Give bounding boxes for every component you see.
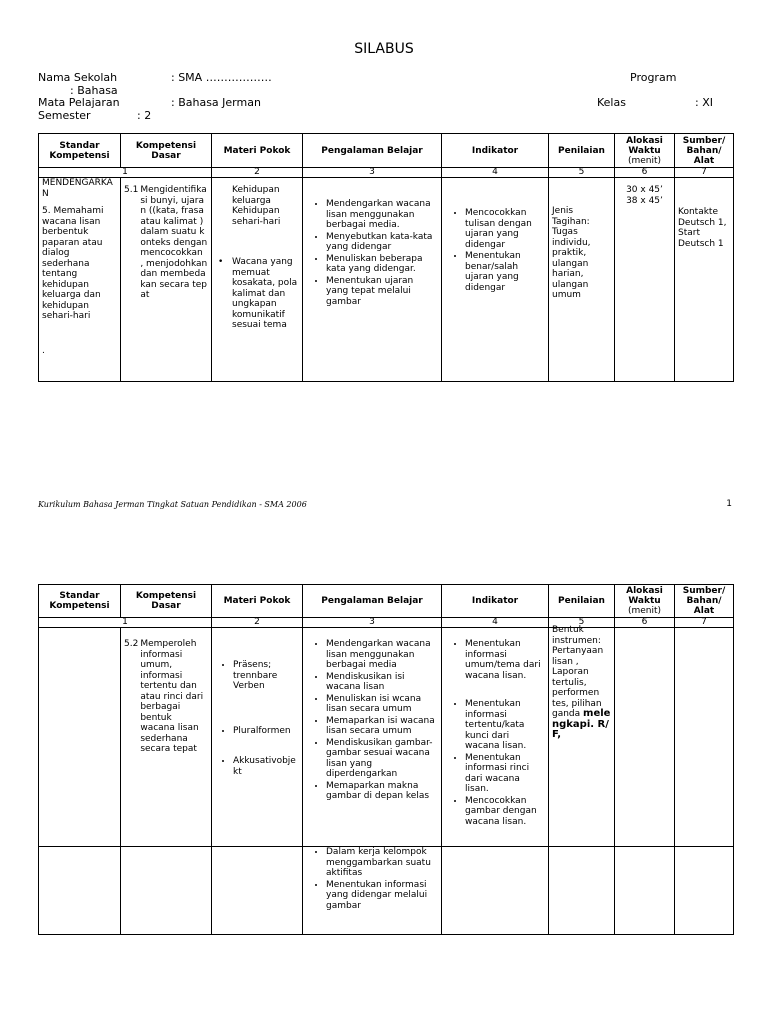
indikator-list xyxy=(445,208,545,293)
column-number: 7 xyxy=(675,618,734,628)
school-value: : SMA ……………… xyxy=(171,71,272,84)
materi-item: Kehidupan keluarga Kehidupan sehari-hari xyxy=(232,185,281,227)
sk-heading: MENDENGARKAN xyxy=(42,178,113,199)
cell-standar xyxy=(39,628,121,847)
list-item: • Mendiskusikan gambar-gambar sesuai wacana lisan yang diperdengarkan xyxy=(326,738,438,780)
penilaian-text: Bentuk instrumen: Pertanyaan lisan , Laporan tertulis, performen tes, pilihan ganda xyxy=(552,625,604,719)
cell-penilaian xyxy=(549,625,615,847)
column-number: 6 xyxy=(615,618,675,628)
list-item: • Menentukan informasi tertentu/kata kunci dari wacana lisan. xyxy=(465,699,545,752)
waktu-value: 38 x 45’ xyxy=(626,195,663,206)
table-row xyxy=(39,847,734,935)
column-header-kompetensi: Kompetensi Dasar xyxy=(121,585,212,618)
list-item: • Menuliskan beberapa kata yang didengar. xyxy=(326,254,438,275)
materi-item: • Wacana yang memuat kosakata, pola kalimat dan ungkapan komunikatif sesuai tema xyxy=(218,257,298,330)
indikator-list xyxy=(445,639,545,827)
list-item: • Pluralformen xyxy=(233,726,299,737)
cell-kompetensi xyxy=(121,847,212,935)
materi-text: Wacana yang memuat kosakata, pola kalimat dan ungkapan komunikatif sesuai tema xyxy=(232,257,298,330)
cell-sumber xyxy=(675,847,734,935)
cell-indikator xyxy=(442,847,549,935)
cell-standar xyxy=(39,178,121,382)
column-number-row xyxy=(39,168,734,178)
footer-text: Kurikulum Bahasa Jerman Tingkat Satuan Pendidikan - SMA 2006 xyxy=(38,500,307,509)
program-value: : Bahasa xyxy=(70,84,118,97)
column-number: 7 xyxy=(675,168,734,178)
materi-list xyxy=(215,660,299,777)
subject-label: Mata Pelajaran xyxy=(38,96,120,109)
semester-value: : 2 xyxy=(137,109,152,122)
column-number: 2 xyxy=(212,618,303,628)
class-label: Kelas xyxy=(597,96,626,109)
cell-alokasi xyxy=(615,178,675,382)
list-item: • Mendengarkan wacana lisan menggunakan berbagai media. xyxy=(326,199,438,231)
alokasi-unit: (menit) xyxy=(627,155,662,166)
list-item: • Memaparkan makna gambar di depan kelas xyxy=(326,781,438,802)
cell-penilaian xyxy=(549,178,615,382)
column-number: 3 xyxy=(303,168,442,178)
table-header-row xyxy=(39,134,734,168)
semester-label: Semester xyxy=(38,109,91,122)
cell-materi xyxy=(212,628,303,847)
kd-text: Memperoleh informasi umum, informasi tertentu dan atau rinci dari berbagai bentuk wacana lisan sederhana secara tepat xyxy=(140,639,204,754)
syllabus-table-1 xyxy=(38,133,734,382)
list-item: • Mencocokkan gambar dengan wacana lisan. xyxy=(465,796,545,828)
column-header-indikator: Indikator xyxy=(442,585,549,618)
column-header-standar: Standar Kompetensi xyxy=(39,585,121,618)
sk-text: 5. Memahami wacana lisan berbentuk paparan atau dialog sederhana tentang kehidupan keluarga dan kehidupan sehari-hari xyxy=(42,206,104,321)
cell-kompetensi xyxy=(121,628,212,847)
table-row xyxy=(39,178,734,382)
class-value: : XI xyxy=(695,96,713,109)
column-header-kompetensi: Kompetensi Dasar xyxy=(121,134,212,168)
column-number: 4 xyxy=(442,168,549,178)
page-title: SILABUS xyxy=(354,41,414,57)
syllabus-table-2 xyxy=(38,584,734,935)
cell-sumber xyxy=(675,628,734,847)
column-header-pengalaman: Pengalaman Belajar xyxy=(303,585,442,618)
column-number: 1 xyxy=(39,618,212,628)
cell-materi xyxy=(212,178,303,382)
column-number: 3 xyxy=(303,618,442,628)
list-item: • Mendengarkan wacana lisan menggunakan berbagai media xyxy=(326,639,438,671)
list-item: • Menyebutkan kata-kata yang didengar xyxy=(326,232,438,253)
cell-pengalaman xyxy=(303,178,442,382)
school-label: Nama Sekolah xyxy=(38,71,118,84)
page-number: 1 xyxy=(726,499,732,509)
column-header-standar: Standar Kompetensi xyxy=(39,134,121,168)
column-number: 4 xyxy=(442,618,549,628)
table-row xyxy=(39,628,734,847)
penilaian-bold-text: melengkapi. R/F, xyxy=(552,708,611,740)
penilaian-text: Jenis Tagihan: Tugas individu, praktik, ulangan harian, ulangan umum xyxy=(552,206,591,300)
cell-materi xyxy=(212,847,303,935)
list-item: • Menentukan ujaran yang tepat melalui gambar xyxy=(326,276,438,308)
list-item: • Akkusativobjekt xyxy=(233,756,299,777)
column-header-alokasi xyxy=(615,585,675,618)
column-number: 6 xyxy=(615,168,675,178)
kd-number: 5.2 xyxy=(124,639,139,649)
cell-pengalaman xyxy=(303,847,442,935)
alokasi-label: Alokasi Waktu xyxy=(626,586,663,606)
cell-pengalaman xyxy=(303,628,442,847)
cell-kompetensi xyxy=(121,178,212,382)
list-item: • Menentukan informasi umum/tema dari wacana lisan. xyxy=(465,639,545,681)
column-header-materi: Materi Pokok xyxy=(212,585,303,618)
cell-sumber xyxy=(675,178,734,382)
column-header-indikator: Indikator xyxy=(442,134,549,168)
column-header-penilaian: Penilaian xyxy=(549,585,615,618)
pengalaman-list xyxy=(306,199,438,307)
kd-number: 5.1 xyxy=(124,185,139,195)
column-header-alokasi xyxy=(615,134,675,168)
column-header-pengalaman: Pengalaman Belajar xyxy=(303,134,442,168)
column-header-penilaian: Penilaian xyxy=(549,134,615,168)
column-header-sumber: Sumber/ Bahan/ Alat xyxy=(675,585,734,618)
cell-alokasi xyxy=(615,628,675,847)
program-label: Program xyxy=(630,71,677,84)
sumber-text: Kontakte Deutsch 1, Start Deutsch 1 xyxy=(678,207,727,249)
cell-alokasi xyxy=(615,847,675,935)
column-header-sumber: Sumber/ Bahan/ Alat xyxy=(675,134,734,168)
list-item: • Dalam kerja kelompok menggambarkan suatu aktifitas xyxy=(326,847,438,879)
column-number: 5 xyxy=(549,618,615,628)
cell-indikator xyxy=(442,628,549,847)
list-item: • Memaparkan isi wacana lisan secara umum xyxy=(326,716,438,737)
list-item: • Mendiskusikan isi wacana lisan xyxy=(326,672,438,693)
list-item: • Menentukan informasi rinci dari wacana lisan. xyxy=(465,753,545,795)
kd-text: Mengidentifikasi bunyi, ujaran ((kata, frasa atau kalimat ) dalam suatu konteks dengan mencocokkan , menjodohkan dan membedakan secara tepat xyxy=(140,185,208,300)
column-number: 5 xyxy=(549,168,615,178)
column-header-materi: Materi Pokok xyxy=(212,134,303,168)
alokasi-unit: (menit) xyxy=(627,606,662,616)
column-number: 1 xyxy=(39,168,212,178)
cell-standar xyxy=(39,847,121,935)
list-item: • Menentukan informasi yang didengar melalui gambar xyxy=(326,880,438,912)
list-item: • Menuliskan isi wcana lisan secara umum xyxy=(326,694,438,715)
column-number-row xyxy=(39,618,734,628)
list-item: • Menentukan benar/salah ujaran yang didengar xyxy=(465,251,545,293)
sk-dot: . xyxy=(42,345,45,356)
list-item: • Mencocokkan tulisan dengan ujaran yang didengar xyxy=(465,208,545,250)
alokasi-label: Alokasi Waktu xyxy=(626,135,663,156)
cell-indikator xyxy=(442,178,549,382)
table-header-row xyxy=(39,585,734,618)
subject-value: : Bahasa Jerman xyxy=(171,96,261,109)
pengalaman-list xyxy=(306,847,438,911)
cell-penilaian xyxy=(549,847,615,935)
waktu-value: 30 x 45’ xyxy=(626,185,663,195)
list-item: • Präsens; trennbare Verben xyxy=(233,660,299,692)
pengalaman-list xyxy=(306,639,438,802)
column-number: 2 xyxy=(212,168,303,178)
